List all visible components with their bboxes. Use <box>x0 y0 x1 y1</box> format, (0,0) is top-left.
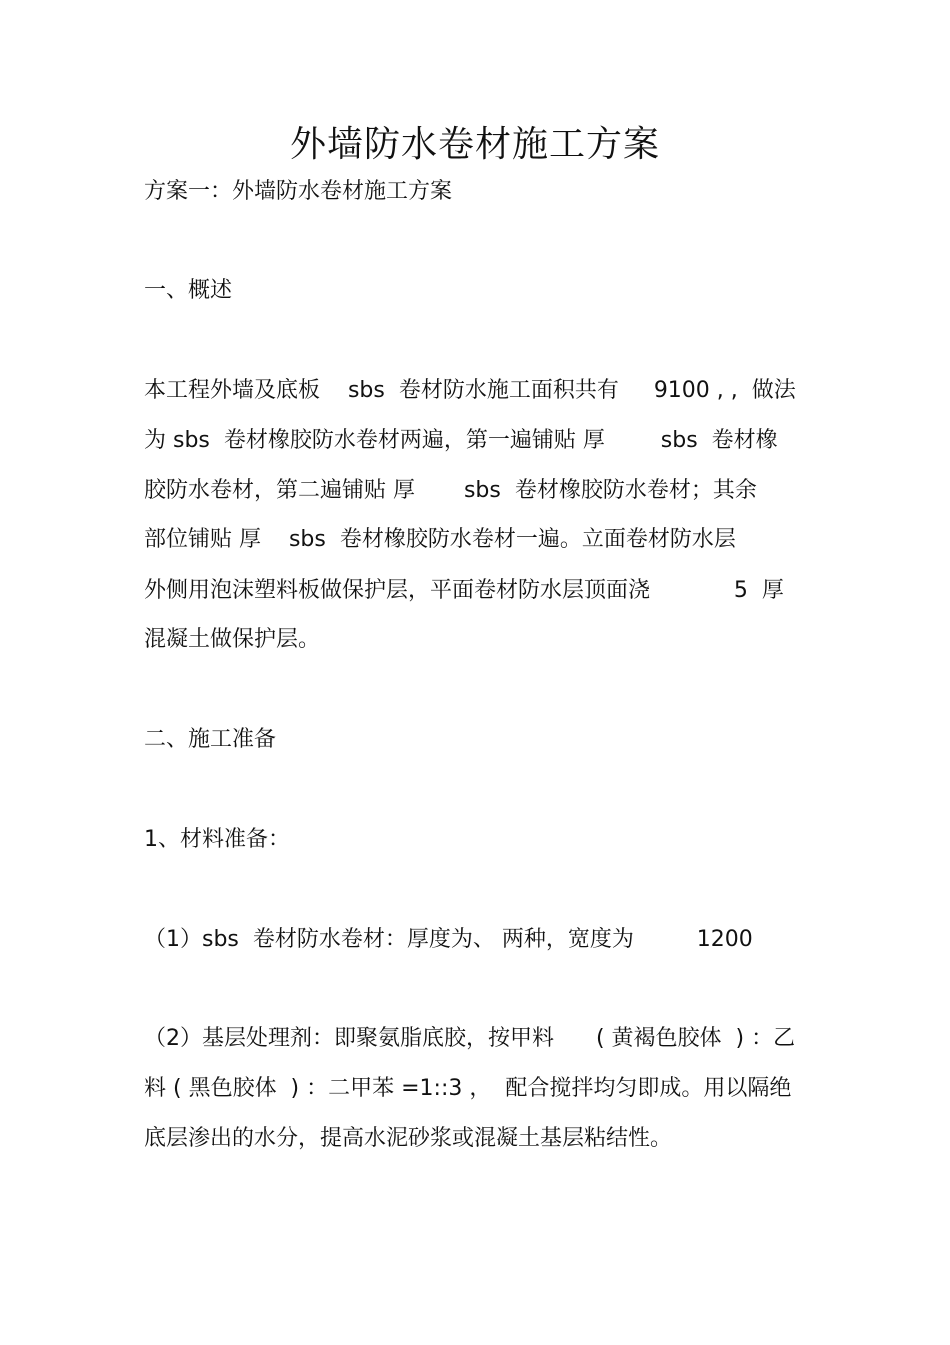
overview-line: 胶防水卷材，第二遍铺贴 厚 sbs 卷材橡胶防水卷材；其余 <box>144 478 757 503</box>
overview-line: 为 sbs 卷材橡胶防水卷材两遍，第一遍铺贴 厚 sbs 卷材橡 <box>144 428 778 453</box>
material-item-2-line: （2）基层处理剂：即聚氨脂底胶，按甲料 ( 黄褐色胶体 ) ：乙 <box>144 1026 796 1051</box>
document-title: 外墙防水卷材施工方案 <box>289 124 660 165</box>
material-item-2-line: 底层渗出的水分，提高水泥砂浆或混凝土基层粘结性。 <box>144 1126 673 1151</box>
preparation-heading: 二、施工准备 <box>144 727 277 752</box>
material-item-1: （1）sbs 卷材防水卷材：厚度为、 两种，宽度为 1200 <box>144 927 760 952</box>
document-subtitle: 方案一：外墙防水卷材施工方案 <box>144 179 453 204</box>
overview-line: 部位铺贴 厚 sbs 卷材橡胶防水卷材一遍。立面卷材防水层 <box>144 527 736 552</box>
overview-heading: 一、概述 <box>144 278 233 303</box>
materials-heading: 1、材料准备： <box>144 827 290 852</box>
overview-line: 混凝土做保护层。 <box>144 627 321 652</box>
material-item-2-line: 料 ( 黑色胶体 ) ：二甲苯 =1::3 ， 配合搅拌均匀即成。用以隔绝 <box>144 1076 792 1101</box>
overview-line: 本工程外墙及底板 sbs 卷材防水施工面积共有 9100 , , 做法 <box>144 378 796 403</box>
overview-line: 外侧用泡沫塑料板做保护层，平面卷材防水层顶面浇 5 厚 <box>144 578 784 603</box>
